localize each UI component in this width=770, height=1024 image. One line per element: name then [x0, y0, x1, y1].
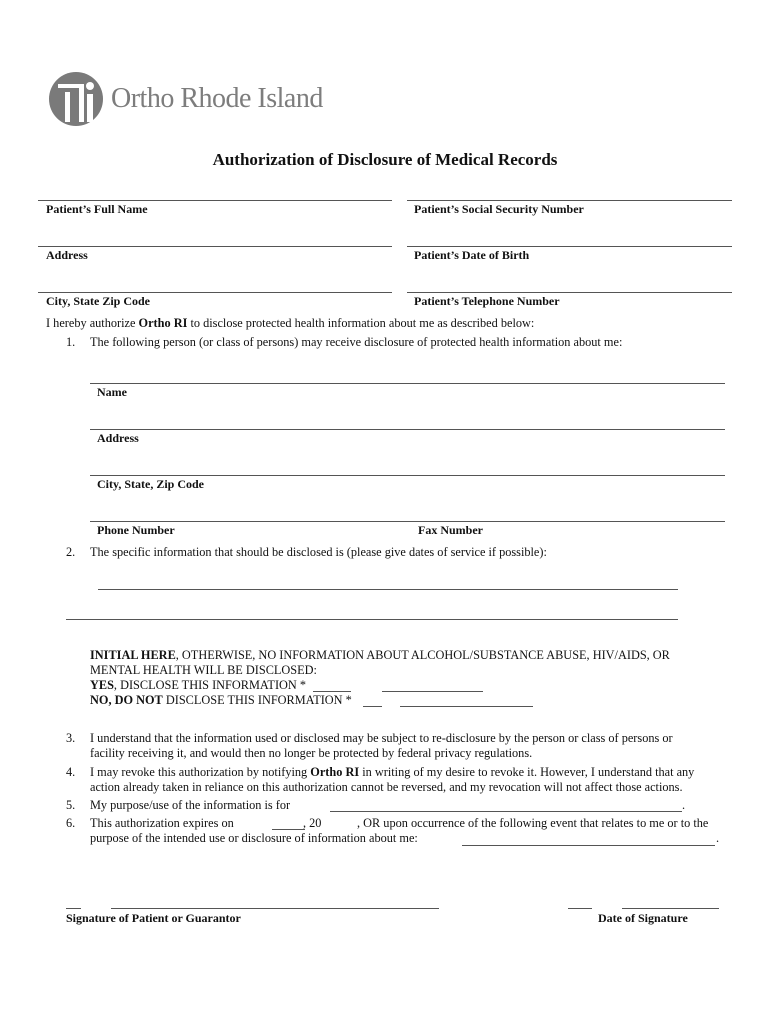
patient-dob-label: Patient’s Date of Birth	[414, 248, 530, 262]
recipient-address-label: Address	[97, 431, 139, 445]
patient-name-line[interactable]	[38, 200, 392, 201]
yes-disclose-option: YES, DISCLOSE THIS INFORMATION *	[90, 678, 307, 692]
signature-line[interactable]	[111, 908, 439, 909]
date-signature-line[interactable]	[622, 908, 719, 909]
disclosure-info-line-2[interactable]	[66, 619, 678, 620]
org-name: Ortho Rhode Island	[111, 83, 323, 114]
item-6-number: 6.	[66, 816, 76, 830]
recipient-fax-label: Fax Number	[418, 523, 483, 537]
patient-ssn-line[interactable]	[407, 200, 732, 201]
item-6-end: .	[716, 831, 720, 845]
patient-phone-line[interactable]	[407, 292, 732, 293]
item-1-text: The following person (or class of persons) may receive disclosure of protected health information about me:	[90, 335, 623, 349]
item-4-number: 4.	[66, 765, 76, 779]
disclosure-info-line-1[interactable]	[98, 589, 678, 590]
yes-date-line[interactable]	[382, 691, 483, 692]
item-1-number: 1.	[66, 335, 76, 349]
recipient-city-label: City, State, Zip Code	[97, 477, 205, 491]
date-of-signature-label: Date of Signature	[598, 911, 688, 925]
item-5-number: 5.	[66, 798, 76, 812]
item-6-text-cont: , OR upon occurrence of the following event that relates to me or to the	[357, 816, 709, 830]
item-6-text: This authorization expires on	[90, 816, 234, 830]
recipient-name-line[interactable]	[90, 383, 725, 384]
patient-telephone-label: Patient’s Telephone Number	[414, 294, 560, 308]
recipient-phone-line[interactable]	[90, 521, 725, 522]
date-prefix-line[interactable]	[568, 908, 592, 909]
recipient-phone-label: Phone Number	[97, 523, 175, 537]
document-title: Authorization of Disclosure of Medical Records	[212, 150, 558, 169]
no-initial-line[interactable]	[363, 706, 382, 707]
authorization-statement: I hereby authorize Ortho RI to disclose protected health information about me as described below:	[46, 316, 535, 330]
expiry-date-line[interactable]	[272, 829, 305, 830]
item-2-text: The specific information that should be disclosed is (please give dates of service if possible):	[90, 545, 547, 559]
item-5-end: .	[682, 798, 686, 812]
patient-full-name-label: Patient’s Full Name	[46, 202, 148, 216]
patient-city-label: City, State Zip Code	[46, 294, 151, 308]
no-date-line[interactable]	[400, 706, 533, 707]
patient-address-label: Address	[46, 248, 88, 262]
patient-ssn-label: Patient’s Social Security Number	[414, 202, 584, 216]
no-disclose-option: NO, DO NOT DISCLOSE THIS INFORMATION *	[90, 693, 352, 707]
purpose-line[interactable]	[330, 811, 682, 812]
item-4-text-line-2: action already taken in reliance on this authorization cannot be reversed, and my revocation will not affect those actions.	[90, 780, 683, 794]
signature-prefix-line[interactable]	[66, 908, 81, 909]
item-3-text: I understand that the information used or disclosed may be subject to re-disclosure by the person or class of persons or	[90, 731, 673, 745]
patient-dob-line[interactable]	[407, 246, 732, 247]
recipient-address-line[interactable]	[90, 429, 725, 430]
yes-initial-line[interactable]	[313, 691, 351, 692]
item-6-year-prefix: , 20	[303, 816, 322, 830]
item-4-text: I may revoke this authorization by notifying Ortho RI in writing of my desire to revoke it. However, I understand that any	[90, 765, 695, 779]
item-2-number: 2.	[66, 545, 76, 559]
signature-label: Signature of Patient or Guarantor	[66, 911, 241, 925]
initial-here-notice-line-2: MENTAL HEALTH WILL BE DISCLOSED:	[90, 663, 317, 677]
ortho-ri-logo-icon	[48, 70, 108, 128]
recipient-city-line[interactable]	[90, 475, 725, 476]
expiry-event-line[interactable]	[462, 845, 715, 846]
patient-city-line[interactable]	[38, 292, 392, 293]
initial-here-notice: INITIAL HERE, OTHERWISE, NO INFORMATION ABOUT ALCOHOL/SUBSTANCE ABUSE, HIV/AIDS, OR	[90, 648, 670, 662]
patient-address-line[interactable]	[38, 246, 392, 247]
item-5-text: My purpose/use of the information is for	[90, 798, 291, 812]
recipient-name-label: Name	[97, 385, 127, 399]
item-3-number: 3.	[66, 731, 76, 745]
item-3-text-line-2: facility receiving it, and would then no longer be protected by federal privacy regulations.	[90, 746, 533, 760]
item-6-text-line-2: purpose of the intended use or disclosure of information about me:	[90, 831, 418, 845]
